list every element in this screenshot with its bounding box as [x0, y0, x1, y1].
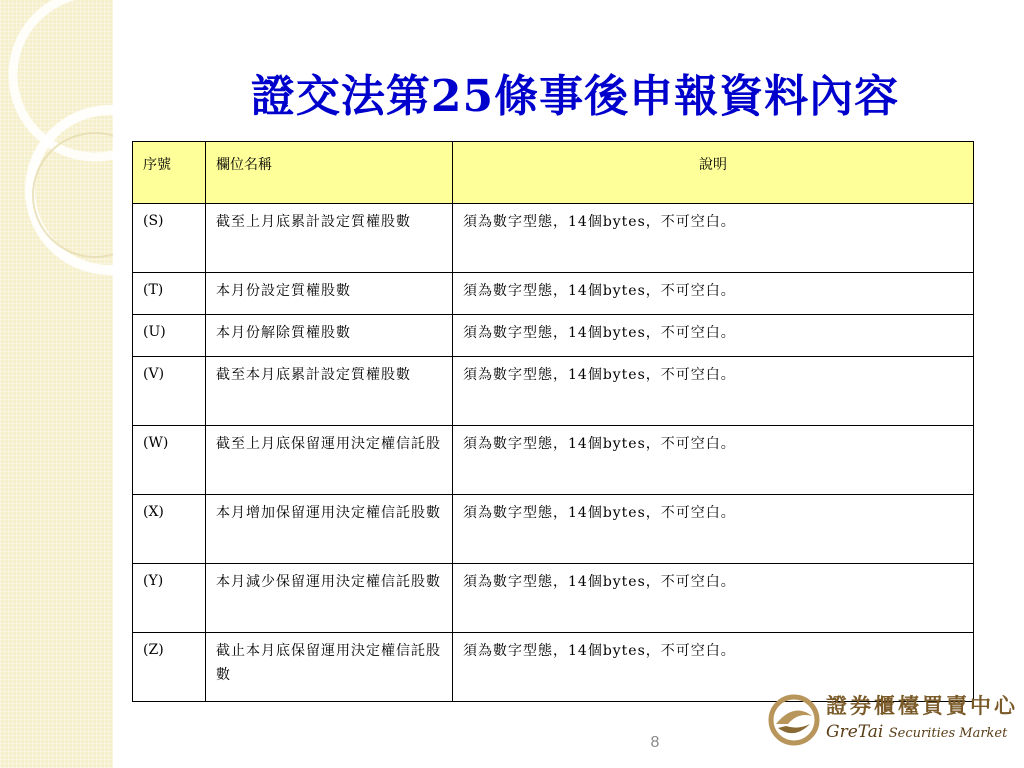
row-description: 須為數字型態，14個bytes，不可空白。 — [453, 426, 974, 495]
row-field-name: 截至本月底累計設定質權股數 — [206, 357, 453, 426]
table-row — [133, 204, 974, 273]
table-header-row — [133, 142, 974, 204]
slide-title: 證交法第25條事後申報資料內容 — [250, 71, 900, 122]
gretai-logo — [768, 690, 1018, 752]
gretai-emblem-icon — [768, 694, 820, 746]
row-serial: (Z) — [133, 633, 206, 702]
row-field-name: 截至上月底累計設定質權股數 — [206, 204, 453, 273]
row-serial: (U) — [133, 315, 206, 357]
logo-brand: GreTai — [826, 722, 884, 742]
header-description: 說明 — [453, 142, 974, 204]
row-field-name: 截至上月底保留運用決定權信託股 — [206, 426, 453, 495]
row-description: 須為數字型態，14個bytes，不可空白。 — [453, 204, 974, 273]
row-description: 須為數字型態，14個bytes，不可空白。 — [453, 564, 974, 633]
row-description: 須為數字型態，14個bytes，不可空白。 — [453, 357, 974, 426]
row-field-name: 本月份設定質權股數 — [206, 273, 453, 315]
row-description: 須為數字型態，14個bytes，不可空白。 — [453, 633, 974, 702]
logo-chinese-name: 證券櫃檯買賣中心 — [826, 693, 1018, 718]
row-description: 須為數字型態，14個bytes，不可空白。 — [453, 273, 974, 315]
table-row — [133, 315, 974, 357]
row-serial: (V) — [133, 357, 206, 426]
table-row — [133, 357, 974, 426]
row-serial: (Y) — [133, 564, 206, 633]
row-description: 須為數字型態，14個bytes，不可空白。 — [453, 495, 974, 564]
row-field-name: 本月增加保留運用決定權信託股數 — [206, 495, 453, 564]
row-field-name: 本月減少保留運用決定權信託股數 — [206, 564, 453, 633]
logo-subtitle: Securities Market — [888, 726, 1008, 741]
table-row — [133, 564, 974, 633]
row-field-name: 本月份解除質權股數 — [206, 315, 453, 357]
header-serial-number: 序號 — [133, 142, 206, 204]
row-serial: (S) — [133, 204, 206, 273]
row-serial: (T) — [133, 273, 206, 315]
header-field-name: 欄位名稱 — [206, 142, 453, 204]
row-description: 須為數字型態，14個bytes，不可空白。 — [453, 315, 974, 357]
decorative-rings — [0, 0, 113, 768]
table-row — [133, 426, 974, 495]
table-row — [133, 273, 974, 315]
row-field-name: 截止本月底保留運用決定權信託股數 — [206, 633, 453, 702]
row-serial: (X) — [133, 495, 206, 564]
page-number: 8 — [650, 734, 660, 751]
decorative-side-panel — [0, 0, 113, 768]
table-row — [133, 495, 974, 564]
row-serial: (W) — [133, 426, 206, 495]
logo-english-name — [826, 722, 1007, 742]
data-spec-table — [132, 141, 974, 702]
